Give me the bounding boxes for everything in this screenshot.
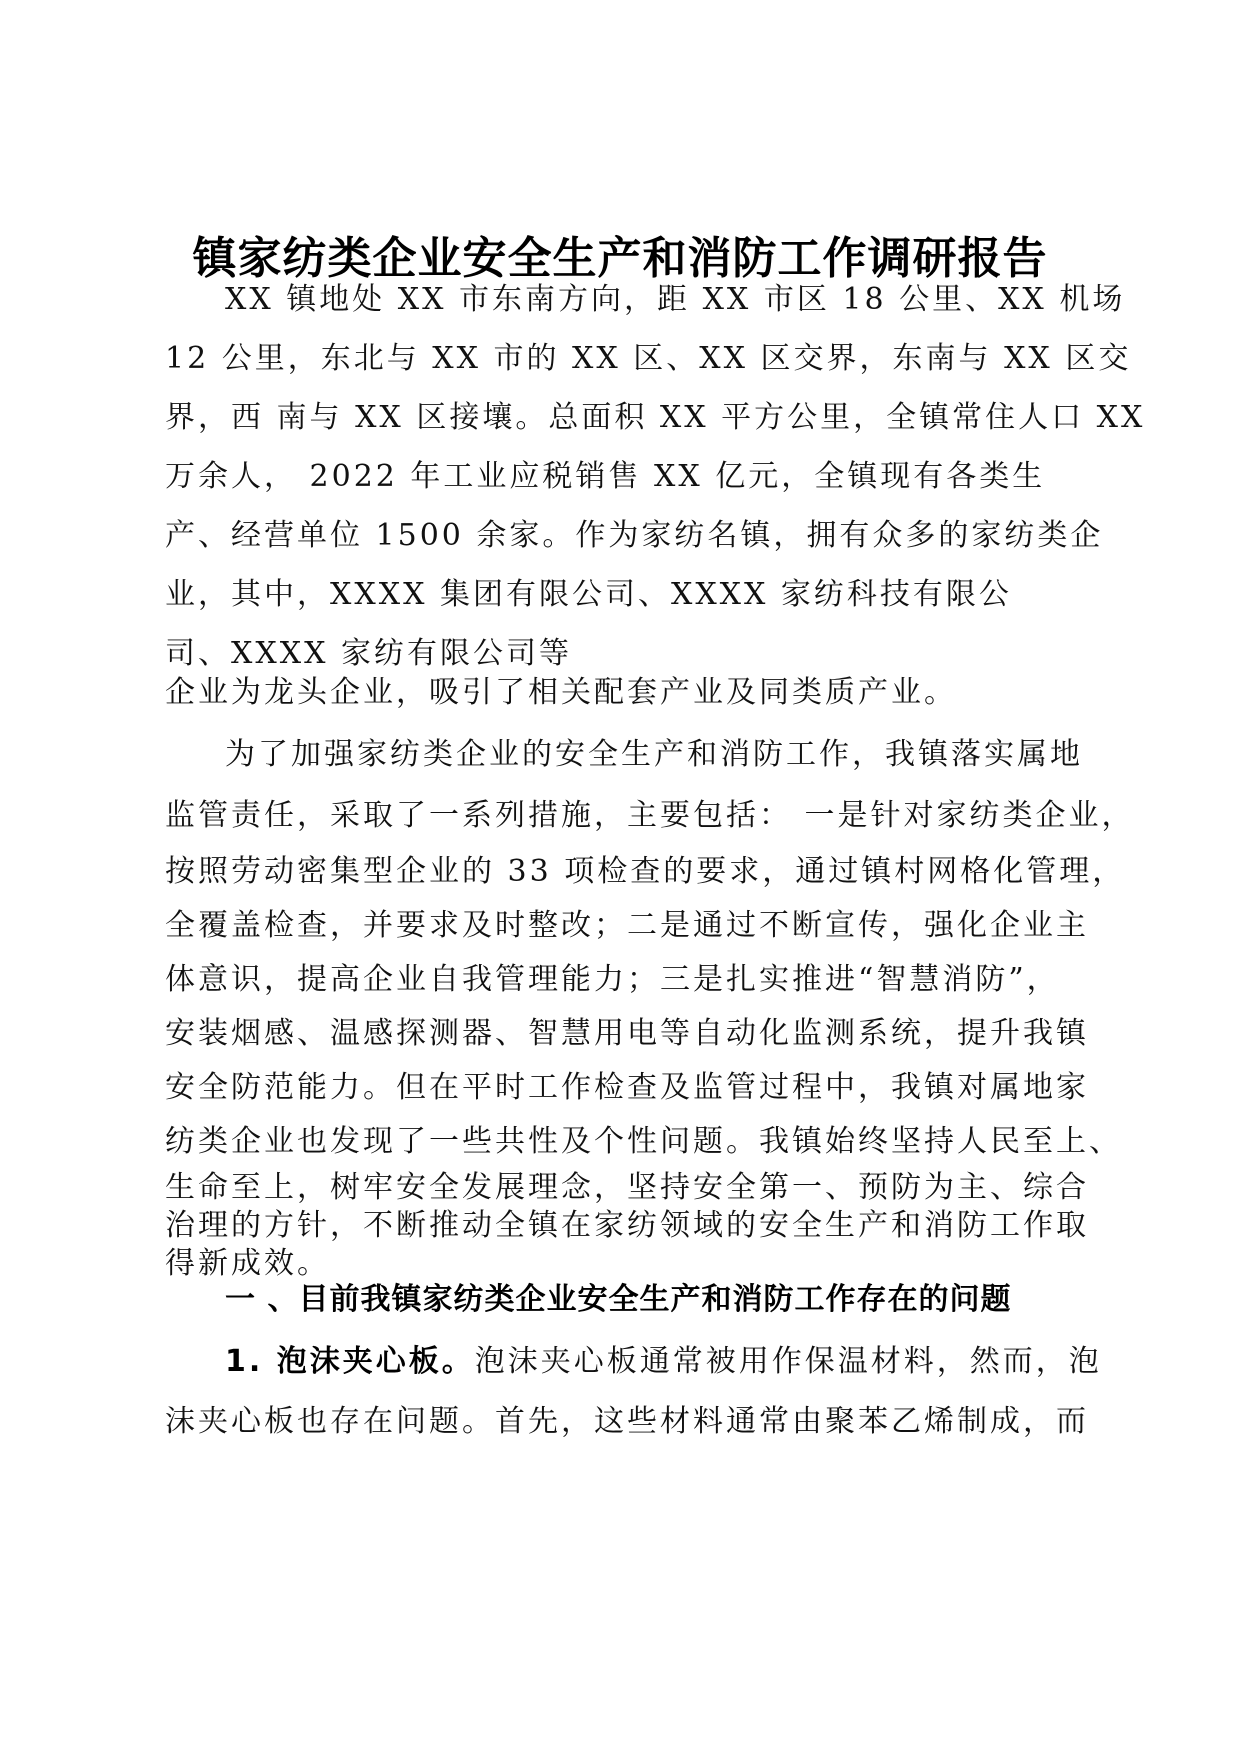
- paragraph-2-line-5: 体意识，提高企业自我管理能力；三是扎实推进“智慧消防”，: [165, 962, 1060, 997]
- paragraph-1-line-1: XX 镇地处 XX 市东南方向，距 XX 市区 18 公里、XX 机场: [225, 282, 1126, 317]
- paragraph-2-line-1: 为了加强家纺类企业的安全生产和消防工作，我镇落实属地: [225, 737, 1083, 772]
- subsection-1-text: 泡沫夹心板通常被用作保温材料，然而，泡: [474, 1344, 1102, 1379]
- paragraph-1-line-4: 万余人， 2022 年工业应税销售 XX 亿元，全镇现有各类生: [165, 459, 1046, 494]
- subsection-1-lead: 1. 泡沫夹心板。: [225, 1344, 475, 1379]
- section-heading: 一 、目前我镇家纺类企业安全生产和消防工作存在的问题: [225, 1282, 1012, 1317]
- subsection-1-line-1: [225, 1342, 1155, 1382]
- paragraph-2-line-2: 监管责任，采取了一系列措施，主要包括： 一是针对家纺类企业，: [165, 798, 1135, 833]
- paragraph-2-line-8: 纺类企业也发现了一些共性及个性问题。我镇始终坚持人民至上、: [165, 1124, 1122, 1159]
- paragraph-2-line-10: 治理的方针，不断推动全镇在家纺领域的安全生产和消防工作取: [165, 1208, 1089, 1243]
- paragraph-2-line-3: 按照劳动密集型企业的 33 项检查的要求，通过镇村网格化管理，: [165, 854, 1126, 889]
- paragraph-2-line-6: 安装烟感、温感探测器、智慧用电等自动化监测系统，提升我镇: [165, 1016, 1089, 1051]
- document-title: 镇家纺类企业安全生产和消防工作调研报告: [192, 233, 1048, 284]
- paragraph-2-line-4: 全覆盖检查，并要求及时整改；二是通过不断宣传，强化企业主: [165, 908, 1089, 943]
- paragraph-1-line-7: 司、XXXX 家纺有限公司等: [165, 636, 572, 671]
- paragraph-1-line-6: 业，其中，XXXX 集团有限公司、XXXX 家纺科技有限公: [165, 577, 1012, 612]
- paragraph-1-line-2: 12 公里，东北与 XX 市的 XX 区、XX 区交界，东南与 XX 区交: [165, 341, 1132, 376]
- paragraph-1-line-8: 企业为龙头企业，吸引了相关配套产业及同类质产业。: [165, 675, 957, 710]
- paragraph-2-line-9: 生命至上，树牢安全发展理念，坚持安全第一、预防为主、综合: [165, 1170, 1089, 1205]
- paragraph-1-line-5: 产、经营单位 1500 余家。作为家纺名镇，拥有众多的家纺类企: [165, 518, 1104, 553]
- paragraph-3-line-1: 沫夹心板也存在问题。首先，这些材料通常由聚苯乙烯制成，而: [165, 1404, 1089, 1439]
- paragraph-2-line-7: 安全防范能力。但在平时工作检查及监管过程中，我镇对属地家: [165, 1070, 1089, 1105]
- paragraph-1-line-3: 界，西 南与 XX 区接壤。总面积 XX 平方公里，全镇常住人口 XX: [165, 400, 1146, 435]
- paragraph-2-line-11: 得新成效。: [165, 1246, 330, 1281]
